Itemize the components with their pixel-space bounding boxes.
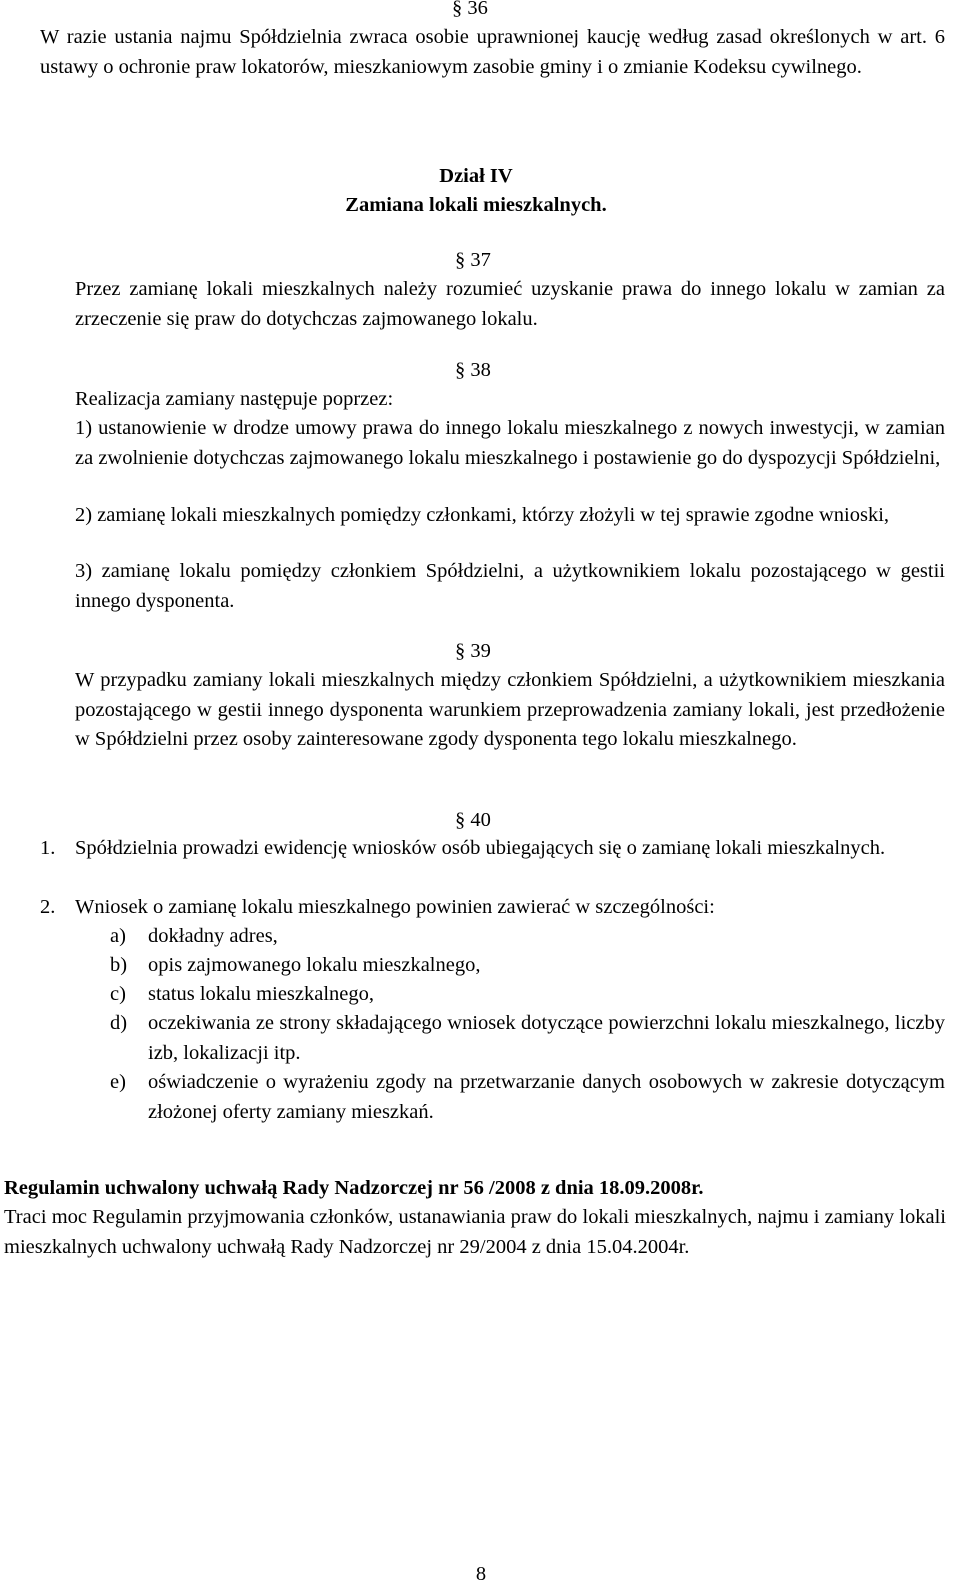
division-subtitle: Zamiana lokali mieszkalnych. — [345, 194, 607, 216]
list-item-text: status lokalu mieszkalnego, — [148, 983, 375, 1005]
list-item-label: e) — [110, 1071, 126, 1093]
section-40-number: § 40 — [455, 809, 491, 831]
section-39-text: W przypadku zamiany lokali mieszkalnych między członkiem Spółdzielni, a użytkownikiem mieszkania pozostającego w gestii innego dysponenta warunkiem przeprowadzenia zamiany lokali, jest przedłożenie w Spółdzielni przez osoby zainteresowane zgody dysponenta tego lokalu mieszkalnego. — [75, 669, 945, 751]
division-title: Dział IV — [439, 165, 513, 187]
section-38-number: § 38 — [455, 359, 491, 381]
section-40-point-2-number: 2. — [40, 896, 56, 918]
list-item-label: b) — [110, 954, 128, 976]
section-36-number: § 36 — [452, 0, 488, 19]
list-item-text: oczekiwania ze strony składającego wniosek dotyczące powierzchni lokalu mieszkalnego, liczby izb, lokalizacji itp. — [148, 1012, 945, 1064]
list-item-text: dokładny adres, — [148, 925, 278, 947]
section-38-item-2: 2) zamianę lokali mieszkalnych pomiędzy członkami, którzy złożyli w tej sprawie zgodne wnioski, — [75, 504, 890, 526]
section-37-number: § 37 — [455, 249, 491, 271]
section-38-item-1: 1) ustanowienie w drodze umowy prawa do innego lokalu mieszkalnego z nowych inwestycji, w zamian za zwolnienie dotychczas zajmowanego lokalu mieszkalnego i postawienie go do dyspozycji Spółdzielni, — [75, 417, 945, 469]
section-38-item-3: 3) zamianę lokalu pomiędzy członkiem Spółdzielni, a użytkownikiem lokalu pozostającego w gestii innego dysponenta. — [75, 560, 945, 612]
section-38-intro: Realizacja zamiany następuje poprzez: — [75, 388, 394, 410]
page-number: 8 — [475, 1563, 487, 1585]
list-item-label: c) — [110, 983, 126, 1005]
section-40-point-1-number: 1. — [40, 837, 56, 859]
list-item-text: oświadczenie o wyrażeniu zgody na przetwarzanie danych osobowych w zakresie dotyczącym złożonej oferty zamiany mieszkań. — [148, 1071, 945, 1123]
list-item-label: a) — [110, 925, 126, 947]
list-item-text: opis zajmowanego lokalu mieszkalnego, — [148, 954, 481, 976]
section-36-text: W razie ustania najmu Spółdzielnia zwraca osobie uprawnionej kaucję według zasad określonych w art. 6 ustawy o ochronie praw lokatorów, mieszkaniowym zasobie gminy i o zmianie Kodeksu cywilnego. — [40, 26, 945, 78]
section-40-point-2-text: Wniosek o zamianę lokalu mieszkalnego powinien zawierać w szczególności: — [75, 896, 715, 918]
regulation-adoption-note: Regulamin uchwalony uchwałą Rady Nadzorczej nr 56 /2008 z dnia 18.09.2008r. — [4, 1177, 704, 1199]
regulation-repeal-note: Traci moc Regulamin przyjmowania członków, ustanawiania praw do lokali mieszkalnych, najmu i zamiany lokali mieszkalnych uchwalony uchwałą Rady Nadzorczej nr 29/2004 z dnia 15.04.2004r. — [4, 1206, 946, 1258]
list-item-label: d) — [110, 1012, 128, 1034]
section-40-point-1-text: Spółdzielnia prowadzi ewidencję wniosków osób ubiegających się o zamianę lokali mieszkalnych. — [75, 837, 886, 859]
section-39-number: § 39 — [455, 640, 491, 662]
section-37-text: Przez zamianę lokali mieszkalnych należy rozumieć uzyskanie prawa do innego lokalu w zamian za zrzeczenie się praw do dotychczas zajmowanego lokalu. — [75, 278, 945, 330]
